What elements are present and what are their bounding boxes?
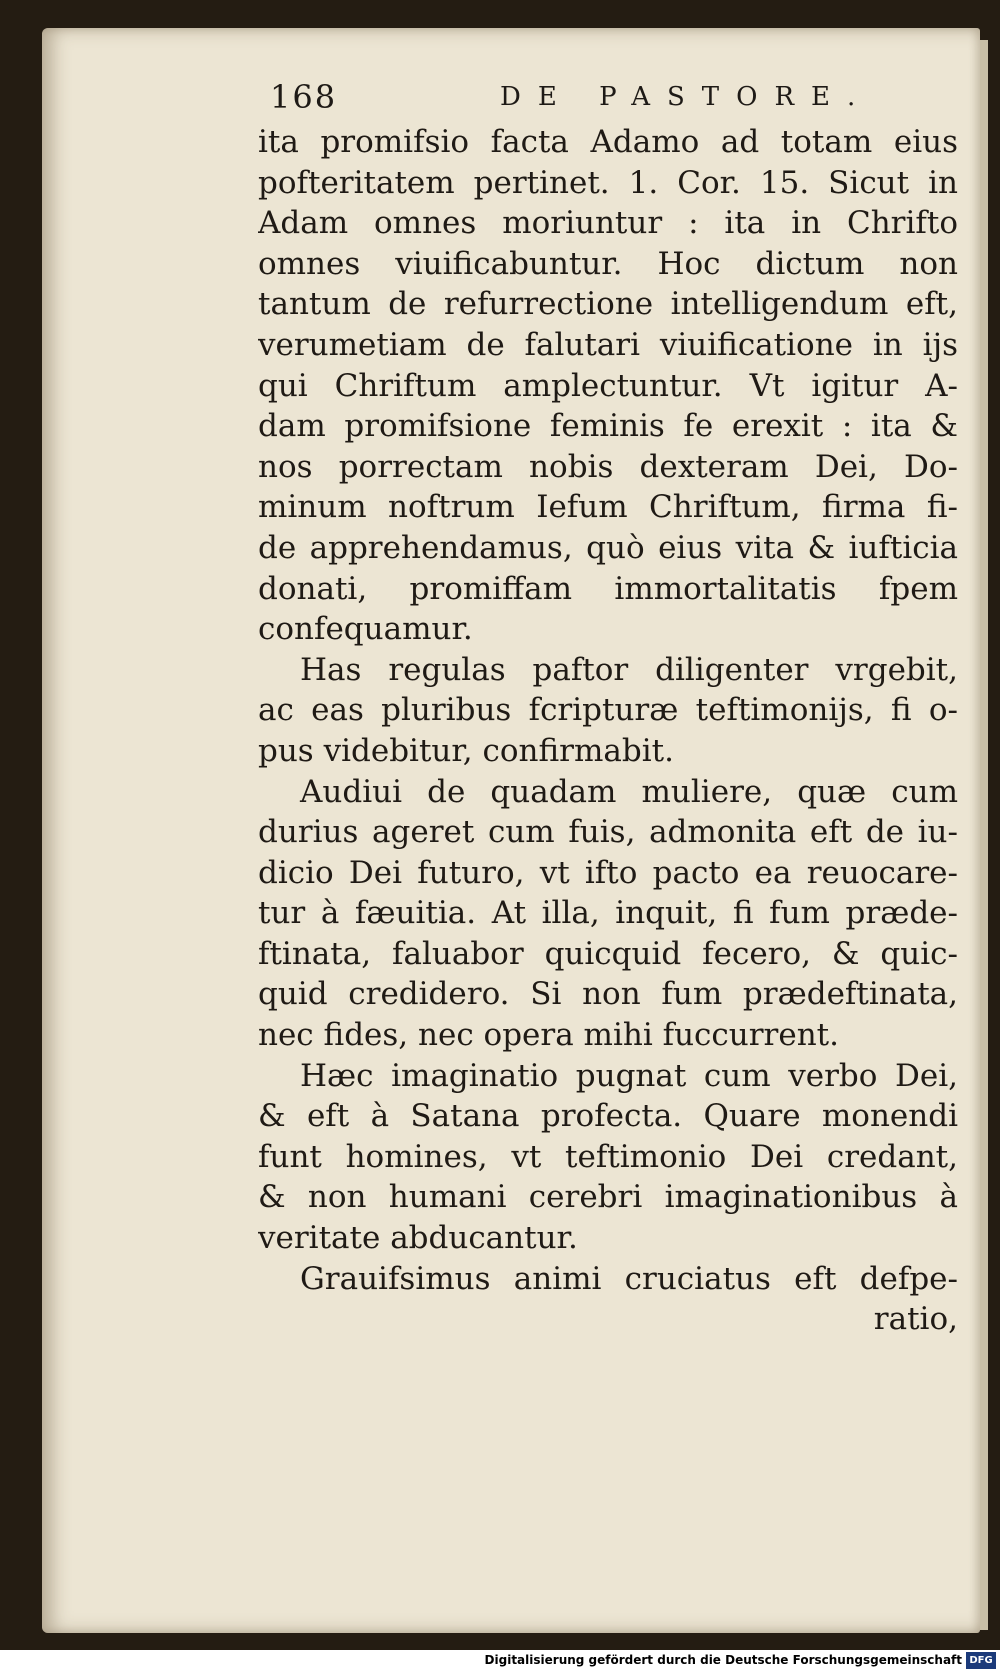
text-line: omnes viuificabuntur. Hoc dictum non (258, 245, 958, 282)
body-text (258, 122, 958, 1340)
text-line: donati, promiffam immortalitatis fpem (258, 570, 958, 607)
text-line: & non humani cerebri imaginationibus à (258, 1179, 958, 1216)
page-edge (980, 40, 988, 1630)
page-number: 168 (270, 78, 338, 116)
text-line: pofteritatem pertinet. 1. Cor. 15. Sicut in (258, 164, 958, 201)
text-line: Has regulas paftor diligenter vrgebit, (300, 651, 958, 688)
text-line: ratio, (873, 1301, 958, 1338)
text-line: durius ageret cum fuis, admonita eft de iu- (258, 814, 958, 851)
text-line: Audiui de quadam muliere, quæ cum (300, 773, 958, 810)
page-header (270, 78, 890, 118)
text-line: Hæc imaginatio pugnat cum verbo Dei, (300, 1057, 958, 1094)
text-line: Grauifsimus animi cruciatus eft defpe- (300, 1260, 958, 1297)
dfg-logo: DFG (966, 1652, 996, 1669)
text-line: qui Chriftum amplectuntur. Vt igitur A- (258, 367, 958, 404)
text-line: pus videbitur, confirmabit. (258, 732, 674, 769)
digitization-credit: Digitalisierung gefördert durch die Deutsche Forschungsgemeinschaft (484, 1653, 962, 1667)
text-line: & eft à Satana profecta. Quare monendi (258, 1098, 958, 1135)
text-line: Adam omnes moriuntur : ita in Chrifto (258, 205, 958, 242)
text-line: verumetiam de falutari viuificatione in ijs (258, 326, 958, 363)
text-line: minum noftrum Iefum Chriftum, firma fi- (258, 489, 958, 526)
footer-bar (0, 1650, 1000, 1673)
text-line: de apprehendamus, quò eius vita & iufticia (258, 529, 958, 566)
text-line: ac eas pluribus fcripturæ teftimonijs, fi o- (258, 692, 958, 729)
text-line: tur à fæuitia. At illa, inquit, fi fum præde- (258, 895, 958, 932)
text-line: nec fides, nec opera mihi fuccurrent. (258, 1017, 839, 1054)
text-line: ita promifsio facta Adamo ad totam eius (258, 124, 958, 160)
text-line: funt homines, vt teftimonio Dei credant, (258, 1138, 958, 1175)
running-head: DE PASTORE. (500, 82, 873, 112)
text-line: quid credidero. Si non fum prædeftinata, (258, 976, 958, 1013)
text-line: veritate abducantur. (258, 1220, 578, 1257)
text-line: dicio Dei futuro, vt ifto pacto ea reuocare- (258, 854, 958, 891)
text-line: confequamur. (258, 611, 473, 648)
text-line: dam promifsione feminis fe erexit : ita & (258, 408, 958, 445)
text-line: tantum de refurrectione intelligendum eft, (258, 286, 958, 323)
text-line: ftinata, faluabor quicquid fecero, & quic- (258, 935, 958, 972)
text-line: nos porrectam nobis dexteram Dei, Do- (258, 448, 958, 485)
